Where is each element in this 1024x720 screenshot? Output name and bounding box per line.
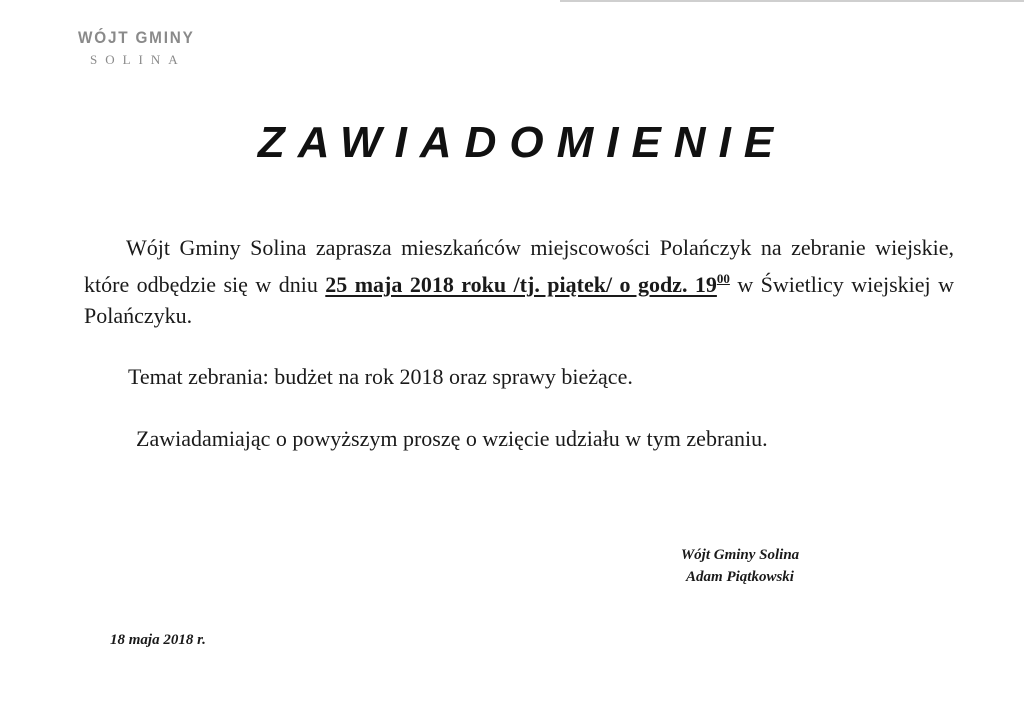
signature-block [650, 544, 830, 588]
stamp-line-municipality: SOLINA [90, 52, 186, 67]
meeting-topic-paragraph: Temat zebrania: budżet na rok 2018 oraz sprawy bieżące. [128, 364, 633, 389]
office-stamp [78, 28, 208, 68]
invitation-paragraph [84, 232, 954, 331]
document-date: 18 maja 2018 r. [110, 632, 206, 648]
signature-name: Adam Piątkowski [686, 569, 794, 585]
closing-paragraph: Zawiadamiając o powyższym proszę o wzięcie udziału w tym zebraniu. [136, 426, 768, 451]
document-title: ZAWIADOMIENIE [257, 118, 787, 167]
scan-edge-line [560, 0, 1024, 2]
meeting-location: w Świetlicy wiejskiej w Polańczyku. [84, 272, 954, 328]
invitation-text: Wójt Gminy Solina zaprasza mieszkańców miejscowości Polańczyk na zebranie wiejskie, które odbędzie się w dniu [84, 235, 954, 297]
stamp-line-office: WÓJT GMINY [78, 28, 195, 47]
meeting-date-time: 25 maja 2018 roku /tj. piątek/ o godz. 19 [325, 272, 717, 297]
signature-title: Wójt Gminy Solina [680, 547, 800, 563]
notice-body [84, 232, 954, 331]
meeting-time-minutes: 00 [716, 271, 730, 286]
